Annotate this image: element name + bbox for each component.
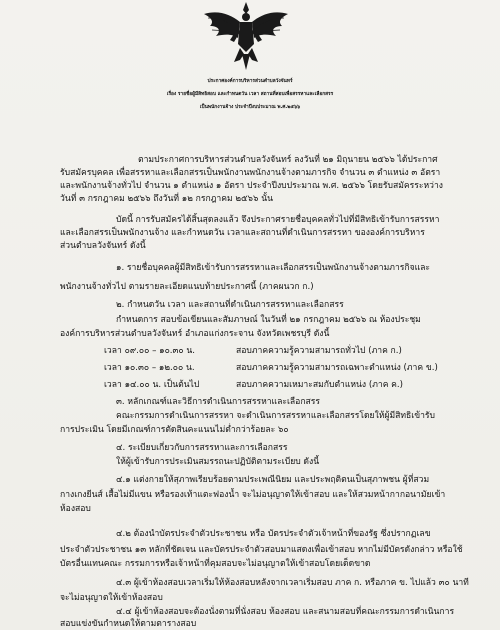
paragraph-1-line: และพนักงานจ้างทั่วไป จำนวน ๑ ตำแหน่ง ๑ อัตรา ประจำปีงบประมาณ พ.ศ. ๒๕๖๖ โดยรับสมัครระหว่าง — [60, 181, 443, 191]
paragraph-1-line: ตามประกาศการบริหารส่วนตำบลวังจันทร์ ลงวันที่ ๒๑ มิถุนายน ๒๕๖๖ ได้ประกาศ — [138, 155, 438, 165]
announcement-org: ประกาศองค์การบริหารส่วนตำบลวังจันทร์ — [207, 79, 293, 84]
announcement-subject-line-2: เป็นพนักงานจ้าง ประจำปีงบประมาณ พ.ศ.๒๕๖๖ — [199, 105, 301, 110]
announcement-subject-line-1: เรื่อง รายชื่อผู้มีสิทธิสอบ และกำหนดวัน เวลา สถานที่สอบเพื่อสรรหาและเลือกสรร — [166, 92, 334, 97]
garuda-emblem — [200, 0, 292, 72]
item-4-1-line: ๔.๑ แต่งกายให้สุภาพเรียบร้อยตามประเพณีนิยม และประพฤติตนเป็นสุภาพชน ผู้ที่สวม — [116, 475, 430, 485]
item-4-1-line: ห้องสอบ — [60, 504, 91, 514]
item-4-2-line: ๔.๒ ต้องนำบัตรประจำตัวประชาชน หรือ บัตรประจำตัวเจ้าหน้าที่ของรัฐ ซึ่งปรากฏเลข — [116, 529, 431, 539]
item-4-2-line: ประจำตัวประชาชน ๑๓ หลักที่ชัดเจน และบัตรประจำตัวสอบมาแสดงเพื่อเข้าสอบ หากไม่มีบัตรดังกล่าว หรือใช้ — [60, 545, 463, 555]
schedule-time: เวลา ๑๔.๐๐ น. เป็นต้นไป — [104, 380, 200, 390]
item-4-3-line: จะไม่อนุญาตให้เข้าห้องสอบ — [60, 593, 163, 603]
item-4-heading: ๔. ระเบียบเกี่ยวกับการสรรหาและการเลือกสรร — [116, 443, 288, 453]
schedule-desc: สอบภาคความรู้ความสามารถเฉพาะตำแหน่ง (ภาค ข.) — [236, 363, 438, 373]
item-1-line: พนักงานจ้างทั่วไป ตามรายละเอียดแนบท้ายประกาศนี้ (ภาคผนวก ก.) — [60, 282, 314, 292]
paragraph-1-line: วันที่ ๓ กรกฎาคม ๒๕๖๖ ถึงวันที่ ๑๒ กรกฎาคม ๒๕๖๖ นั้น — [60, 194, 273, 204]
item-2-heading: ๒. กำหนดวัน เวลา และสถานที่ดำเนินการสรรหาและเลือกสรร — [116, 300, 344, 310]
item-3-line: คณะกรรมการดำเนินการสรรหา จะดำเนินการสรรหาและเลือกสรรโดยให้ผู้มีสิทธิเข้ารับ — [116, 411, 435, 421]
schedule-desc: สอบภาคความรู้ความสามารถทั่วไป (ภาค ก.) — [236, 346, 402, 356]
item-2-line: องค์การบริหารส่วนตำบลวังจันทร์ อำเภอแก่งกระจาน จังหวัดเพชรบุรี ดังนี้ — [60, 329, 330, 339]
item-4-3-line: ๔.๓ ผู้เข้าห้องสอบเวลาเริ่มให้ห้องสอบหลังจากเวลาเริ่มสอบ ภาค ก. หรือภาค ข. ไปแล้ว ๓๐ นาที — [116, 578, 469, 588]
item-4-line: ให้ผู้เข้ารับการประเมินสมรรถนะปฏิบัติตามระเบียบ ดังนี้ — [116, 457, 320, 467]
paragraph-2-line: ส่วนตำบลวังจันทร์ ดังนี้ — [60, 241, 146, 251]
item-3-line: การประเมิน โดยมีเกณฑ์การตัดสินคะแนนไม่ต่ำกว่าร้อยละ ๖๐ — [60, 425, 289, 435]
paragraph-2-line: บัดนี้ การรับสมัครได้สิ้นสุดลงแล้ว จึงประกาศรายชื่อบุคคลทั่วไปที่มีสิทธิเข้ารับการสรรหา — [116, 215, 440, 225]
paragraph-1-line: รับสมัครบุคคล เพื่อสรรหาและเลือกสรรเป็นพนักงานพนักงานจ้างตามภารกิจ จำนวน ๓ ตำแหน่ง ๓ อัตรา — [60, 168, 441, 178]
paragraph-2-line: และเลือกสรรเป็นพนักงานจ้าง และกำหนดวัน เวลาและสถานที่ดำเนินการสรรหา ขององค์การบริหาร — [60, 228, 425, 238]
item-4-1-line: กางเกงยีนส์ เสื้อไม่มีแขน หรือรองเท้าแตะฟองน้ำ จะไม่อนุญาตให้เข้าสอบ และให้สวมหน้ากากอนามัยเข้า — [60, 490, 446, 500]
item-2-line: กำหนดการ สอบข้อเขียนและสัมภาษณ์ ในวันที่ ๒๑ กรกฎาคม ๒๕๖๖ ณ ห้องประชุม — [116, 315, 421, 325]
item-4-4-line: ๔.๔ ผู้เข้าห้องสอบจะต้องนั่งตามที่นั่งสอบ ห้องสอบ และสนามสอบที่คณะกรรมการดำเนินการ — [116, 607, 455, 617]
item-3-heading: ๓. หลักเกณฑ์และวิธีการดำเนินการสรรหาและเลือกสรร — [116, 397, 321, 407]
schedule-desc: สอบภาคความเหมาะสมกับตำแหน่ง (ภาค ค.) — [236, 380, 404, 390]
item-4-4-line: สอบแข่งขันกำหนดให้ตามตารางสอบ — [60, 619, 197, 629]
schedule-time: เวลา ๐๙.๐๐ – ๑๐.๓๐ น. — [104, 346, 195, 356]
item-1-line: ๑. รายชื่อบุคคลผู้มีสิทธิเข้ารับการสรรหาและเลือกสรรเป็นพนักงานจ้างตามภารกิจและ — [116, 263, 431, 273]
schedule-time: เวลา ๑๐.๓๐ – ๑๒.๐๐ น. — [104, 363, 195, 373]
item-4-2-line: บัตรอื่นแทนคณะ กรรมการหรือเจ้าหน้าที่คุมสอบจะไม่อนุญาตให้เข้าสอบโดยเด็ดขาด — [60, 559, 371, 569]
